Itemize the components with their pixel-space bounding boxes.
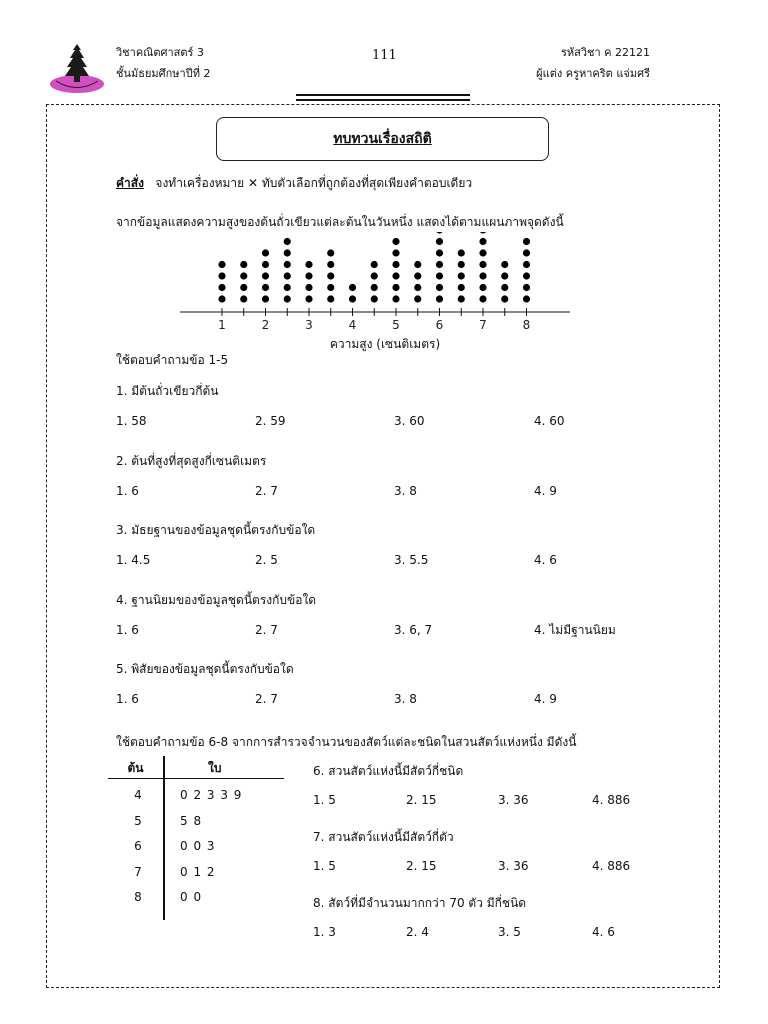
dot-plot-point [327, 284, 334, 291]
dot-plot-point [240, 272, 247, 279]
dot-plot-tick-label: 1 [218, 318, 226, 332]
dot-plot-point [218, 284, 225, 291]
q-question-3-option-2[interactable]: 2. 4 [406, 925, 429, 939]
q-question-2-option-1[interactable]: 1. 5 [313, 859, 336, 873]
school-logo [48, 40, 106, 96]
dot-plot-point [436, 238, 443, 245]
leaf-header: ใบ [208, 761, 222, 775]
header-course-code: รหัสวิชา ค 22121 [560, 46, 650, 59]
q-question-1-option-2[interactable]: 2. 59 [255, 414, 286, 428]
page-title: ทบทวนเรื่องสถิติ [333, 131, 432, 147]
dot-plot-point [458, 261, 465, 268]
dot-plot-point [479, 238, 486, 245]
stem-leaf-top-rule [108, 778, 284, 779]
dot-plot-point [479, 295, 486, 302]
q-question-3-option-4[interactable]: 4. 6 [534, 553, 557, 567]
leaf-cell: 0 2 3 3 9 [180, 788, 243, 802]
dot-plot-point [262, 261, 269, 268]
dot-plot-point [458, 272, 465, 279]
header-double-rule [296, 94, 470, 101]
dot-plot-point [523, 284, 530, 291]
dot-plot-point [523, 238, 530, 245]
stem-leaf-plot [108, 756, 288, 922]
dot-plot-point [392, 284, 399, 291]
q-question-3-option-1[interactable]: 1. 4.5 [116, 553, 151, 567]
q-question-3-option-3[interactable]: 3. 5 [498, 925, 521, 939]
q-question-2-option-3[interactable]: 3. 36 [498, 859, 529, 873]
dot-plot-point [436, 295, 443, 302]
q-question-1: 6. สวนสัตว์แห่งนี้มีสัตว์กี่ชนิด [313, 764, 464, 778]
q-question-2: 2. ต้นที่สูงที่สุดสูงกี่เซนติเมตร [116, 453, 267, 468]
dot-plot-point [371, 272, 378, 279]
dot-plot-intro: จากข้อมูลแสดงความสูงของต้นถั่วเขียวแต่ละต้นในวันหนึ่ง แสดงได้ตามแผนภาพจุดดังนี้ [116, 215, 564, 229]
dot-plot-point [523, 249, 530, 256]
dot-plot-point [479, 232, 486, 234]
dot-plot-point [523, 272, 530, 279]
q-question-5: 5. พิสัยของข้อมูลชุดนี้ตรงกับข้อใด [116, 662, 294, 676]
dot-plot-point [284, 295, 291, 302]
q-question-4-option-3[interactable]: 3. 6, 7 [394, 622, 433, 637]
dot-plot-point [371, 261, 378, 268]
dot-plot-point [436, 261, 443, 268]
q-question-4-option-1[interactable]: 1. 6 [116, 622, 139, 637]
stem-cell: 5 [134, 813, 142, 828]
dot-plot-tick-label: 5 [392, 318, 400, 332]
header-level: ชั้นมัธยมศึกษาปีที่ 2 [116, 67, 211, 80]
dot-plot-point [371, 295, 378, 302]
q-question-3-option-4[interactable]: 4. 6 [592, 925, 615, 939]
dot-plot-point [479, 261, 486, 268]
dot-plot-point [479, 249, 486, 256]
q-question-2-option-1[interactable]: 1. 6 [116, 483, 139, 498]
leaf-cell: 0 0 3 [180, 839, 216, 853]
dot-plot-point [262, 284, 269, 291]
dot-plot-point [414, 261, 421, 268]
dot-plot-point [240, 284, 247, 291]
dot-plot-point [414, 295, 421, 302]
q-question-1-option-1[interactable]: 1. 58 [116, 414, 147, 428]
dot-plot-point [284, 238, 291, 245]
dot-plot-point [327, 272, 334, 279]
dot-plot-point [262, 249, 269, 256]
q-question-1-option-1[interactable]: 1. 5 [313, 793, 336, 807]
q-question-1-option-3[interactable]: 3. 60 [394, 414, 425, 428]
dot-plot-point [523, 295, 530, 302]
dot-plot [170, 232, 580, 357]
dot-plot-point [392, 295, 399, 302]
q-question-1-option-3[interactable]: 3. 36 [498, 793, 529, 807]
dot-plot-point [392, 249, 399, 256]
dot-plot-point [305, 272, 312, 279]
dot-plot-point [501, 284, 508, 291]
q-question-1-option-4[interactable]: 4. 60 [534, 414, 565, 428]
dot-plot-point [284, 261, 291, 268]
q-question-2: 7. สวนสัตว์แห่งนี้มีสัตว์กี่ตัว [313, 830, 454, 844]
stem-cell: 8 [134, 890, 142, 904]
dot-plot-point [458, 284, 465, 291]
stem-cell: 4 [134, 788, 142, 802]
q-question-1-option-4[interactable]: 4. 886 [592, 793, 631, 807]
q-question-2-option-4[interactable]: 4. 9 [534, 483, 557, 498]
dot-plot-point [392, 238, 399, 245]
dot-plot-point [327, 261, 334, 268]
dot-plot-point [284, 249, 291, 256]
stem-cell: 6 [134, 839, 142, 853]
dot-plot-tick-label: 4 [348, 318, 357, 332]
q-question-4: 4. ฐานนิยมของข้อมูลชุดนี้ตรงกับข้อใด [116, 592, 317, 607]
q-question-5-option-3[interactable]: 3. 8 [394, 692, 417, 706]
dot-plot-point [327, 295, 334, 302]
dot-plot-point [240, 295, 247, 302]
group1-intro: ใช้ตอบคำถามข้อ 1-5 [116, 353, 229, 367]
dot-plot-point [501, 295, 508, 302]
dot-plot-point [305, 261, 312, 268]
dot-plot-tick-label: 7 [479, 318, 487, 332]
dot-plot-point [305, 295, 312, 302]
dot-plot-tick-label: 2 [261, 318, 270, 332]
group2-intro: ใช้ตอบคำถามข้อ 6-8 จากการสำรวจจำนวนของสัตว์แต่ละชนิดในสวนสัตว์แห่งหนึ่ง มีดังนี้ [116, 735, 577, 749]
dot-plot-point [501, 261, 508, 268]
instruction-text: จงทำเครื่องหมาย ✕ ทับตัวเลือกที่ถูกต้องที่สุดเพียงคำตอบเดียว [155, 176, 473, 190]
leaf-cell: 5 8 [180, 813, 203, 828]
dot-plot-tick-label: 6 [435, 318, 444, 332]
q-question-4-option-2[interactable]: 2. 7 [255, 622, 278, 637]
q-question-3-option-2[interactable]: 2. 5 [255, 553, 278, 567]
q-question-2-option-2[interactable]: 2. 15 [406, 859, 437, 873]
q-question-5-option-1[interactable]: 1. 6 [116, 692, 139, 706]
dot-plot-point [436, 284, 443, 291]
q-question-3-option-3[interactable]: 3. 5.5 [394, 553, 429, 567]
dot-plot-point [479, 272, 486, 279]
dot-plot-point [327, 249, 334, 256]
dot-plot-point [414, 272, 421, 279]
page-number: 111 [372, 48, 397, 63]
q-question-4-option-4[interactable]: 4. ไม่มีฐานนิยม [534, 622, 616, 637]
dot-plot-point [436, 249, 443, 256]
dot-plot-point [458, 295, 465, 302]
dot-plot-point [240, 261, 247, 268]
dot-plot-point [262, 272, 269, 279]
dot-plot-point [371, 284, 378, 291]
title-box [216, 117, 549, 161]
dot-plot-point [349, 295, 356, 302]
dot-plot-point [436, 272, 443, 279]
dot-plot-x-label: ความสูง (เซนติเมตร) [329, 337, 441, 351]
stem-cell: 7 [134, 864, 142, 879]
q-question-2-option-4[interactable]: 4. 886 [592, 859, 631, 873]
dot-plot-point [501, 272, 508, 279]
dot-plot-point [284, 284, 291, 291]
q-question-1: 1. มีต้นถั่วเขียวกี่ต้น [116, 384, 219, 398]
instruction [116, 175, 472, 191]
dot-plot-point [436, 232, 443, 234]
header-subject: วิชาคณิตศาสตร์ 3 [116, 46, 204, 59]
q-question-2-option-3[interactable]: 3. 8 [394, 483, 417, 498]
dot-plot-point [218, 272, 225, 279]
dot-plot-point [392, 272, 399, 279]
dot-plot-tick-label: 3 [305, 318, 313, 332]
dot-plot-point [523, 261, 530, 268]
q-question-3-option-1[interactable]: 1. 3 [313, 925, 336, 939]
dot-plot-point [218, 261, 225, 268]
q-question-1-option-2[interactable]: 2. 15 [406, 793, 437, 807]
q-question-3: 8. สัตว์ที่มีจำนวนมากกว่า 70 ตัว มีกี่ชนิด [313, 896, 527, 910]
dot-plot-point [284, 272, 291, 279]
dot-plot-point [305, 284, 312, 291]
q-question-5-option-2[interactable]: 2. 7 [255, 692, 278, 706]
leaf-cell: 0 1 2 [180, 864, 216, 879]
dot-plot-point [218, 295, 225, 302]
q-question-2-option-2[interactable]: 2. 7 [255, 483, 278, 498]
dot-plot-point [349, 284, 356, 291]
header-author: ผู้แต่ง ครูหาคริต แจ่มศรี [536, 67, 650, 80]
dot-plot-point [479, 284, 486, 291]
dot-plot-point [414, 284, 421, 291]
dot-plot-point [262, 295, 269, 302]
instruction-label: คำสั่ง [116, 176, 144, 190]
dot-plot-point [458, 249, 465, 256]
dot-plot-tick-label: 8 [522, 318, 531, 332]
q-question-3: 3. มัธยฐานของข้อมูลชุดนี้ตรงกับข้อใด [116, 523, 316, 537]
stem-header: ต้น [127, 761, 144, 775]
q-question-5-option-4[interactable]: 4. 9 [534, 692, 557, 706]
dot-plot-point [392, 261, 399, 268]
leaf-cell: 0 0 [180, 890, 203, 904]
